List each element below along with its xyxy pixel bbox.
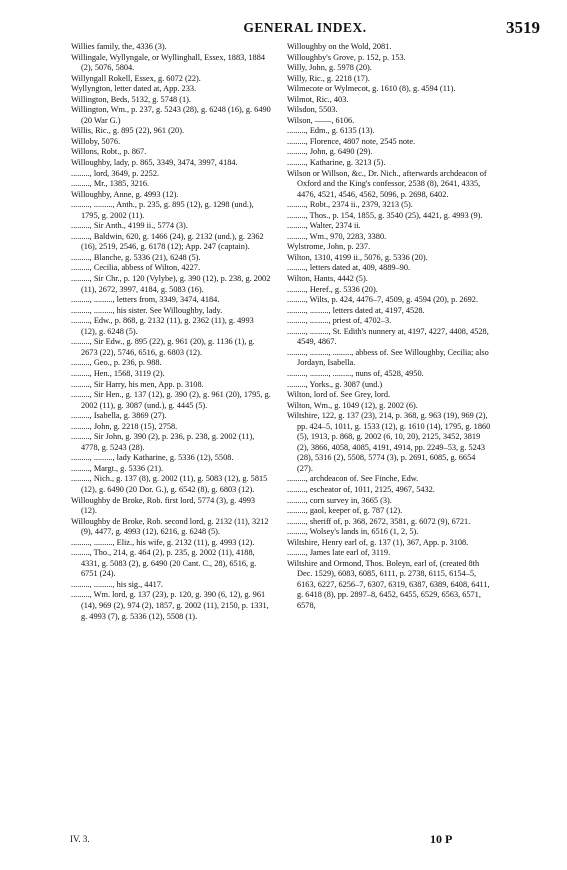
index-entry: ........., Baldwin, 620, g. 1466 (24), g. 2132 (und.), g. 2362 (16), 2519, 2546, g. 6178 (12); App. 247 (captain).: [71, 231, 264, 252]
index-entry: Willy, John, g. 5978 (20).: [287, 63, 372, 73]
index-entry: ........., archdeacon of. See Finche, Edw.: [287, 474, 419, 484]
index-entry: Wilsdon, 5503.: [287, 105, 338, 115]
index-entry: Wilton, lord of. See Grey, lord.: [287, 390, 391, 400]
index-column-left: [71, 42, 271, 622]
index-entry: ........., Heref., g. 5336 (20).: [287, 284, 378, 294]
index-entry: Wilson or Willson, &c., Dr. Nich., afterwards archdeacon of Oxford and the King's confessor, 2538 (8), 2641, 4335, 4476, 4521, 4546, 4562, 5096, p. 2698, 6402.: [287, 168, 487, 199]
index-entry: ........., John, g. 6490 (29).: [287, 147, 373, 157]
index-entry: Wiltshire, 122, g. 137 (23), 214, p. 368, g. 963 (19), 969 (2), pp. 424–5, 1011, g. 1533 (12), g. 1610 (14), 1795, g. 1860 (5), 1913, p. 868, g. 2002 (6, 10, 20), 2125, 3452, 3819 (2), 3866, 4058, 4085, 4191, 4914, pp. 2249–53, g. 5243 (28), 5316 (2), 5508, 5774 (3), p. 2691, 6085, g. 6654 (27).: [287, 411, 491, 473]
index-entry: Willingale, Wyllyngale, or Wyllinghall, Essex, 1883, 1884 (2), 5076, 5804.: [71, 52, 265, 73]
index-entry: Willington, Beds, 5132, g. 5748 (1).: [71, 94, 191, 104]
index-entry: Wilton, 1310, 4199 ii., 5076, g. 5336 (20).: [287, 252, 428, 262]
index-entry: Wilton, Hants, 4442 (5).: [287, 274, 368, 284]
index-entry: Willyngall Rokell, Essex, g. 6072 (22).: [71, 73, 201, 83]
index-entry: Willons, Robt., p. 867.: [71, 147, 147, 157]
index-entry: Wilmecote or Wylmecot, g. 1610 (8), g. 4594 (11).: [287, 84, 456, 94]
index-entry: ........., ........., ........., nuns of, 4528, 4950.: [287, 368, 424, 378]
index-column-right: [287, 42, 493, 612]
running-title: GENERAL INDEX.: [243, 20, 367, 35]
index-entry: ........., Yorks., g. 3087 (und.): [287, 379, 383, 389]
index-entry: ........., lord, 3649, p. 2252.: [71, 168, 160, 178]
index-entry: Wilmot, Ric., 403.: [287, 94, 349, 104]
index-entry: ........., ........., ........., abbess of. See Willoughby, Cecilia; also Jordayn, Isabella.: [287, 347, 489, 368]
index-entry: ........., Mr., 1385, 3216.: [71, 179, 150, 189]
index-entry: ........., Margt., g. 5336 (21).: [71, 463, 164, 473]
index-entry: ........., Tho., 214, g. 464 (2), p. 235, g. 2002 (11), 4188, 4331, g. 5083 (2), g. 6490 (20 Cant. C., 28), 6516, g. 6751 (24).: [71, 548, 257, 579]
index-entry: ........., ........., St. Edith's nunnery at, 4197, 4227, 4408, 4528, 4549, 4867.: [287, 326, 489, 347]
index-entry: ........., Edw., p. 868, g. 2132 (11), g. 2362 (11), g. 4993 (12), g. 6248 (5).: [71, 316, 254, 336]
index-entry: ........., Florence, 4807 note, 2545 note.: [287, 136, 416, 146]
index-entry: ........., letters dated at, 409, 4889–90.: [287, 263, 411, 273]
index-entry: Wiltshire and Ormond, Thos. Boleyn, earl of, (created 8th Dec. 1529), 6083, 6085, 6111, p. 2738, 6115, 6154–5, 6163, 6227, 6256–7, 6307, 6319, 6387, 6389, 6408, 6411, g. 6418 (8), pp. 2897–8, 6452, 6455, 6529, 6563, 6571, 6578,: [287, 558, 490, 610]
index-entry: ........., Blanche, g. 5336 (21), 6248 (5).: [71, 252, 201, 262]
index-entry: ........., sheriff of, p. 368, 2672, 3581, g. 6072 (9), 6721.: [287, 516, 471, 526]
index-entry: Willies family, the, 4336 (3).: [71, 42, 167, 51]
index-entry: ........., Robt., 2374 ii., 2379, 3213 (5).: [287, 200, 413, 210]
signature-mark: IV. 3.: [70, 834, 90, 844]
index-entry: ........., Sir Chr., p. 120 (Vylybe), g. 390 (12), p. 238, g. 2002 (11), 2672, 3997, 4184, g. 5083 (16).: [71, 274, 271, 294]
index-entry: ........., ........., his sister. See Willoughby, lady.: [71, 305, 223, 315]
index-entry: ........., Hen., 1568, 3119 (2).: [71, 368, 165, 378]
index-entry: ........., Cecilia, abbess of Wilton, 4227.: [71, 263, 201, 273]
index-entry: Willoughby on the Wold, 2081.: [287, 42, 392, 51]
index-entry: ........., Sir John, g. 390 (2), p. 236, p. 238, g. 2002 (11), 4778, g. 5243 (28).: [71, 432, 255, 452]
index-entry: ........., Thos., p. 154, 1855, g. 3540 (25), 4421, g. 4993 (9).: [287, 210, 483, 220]
index-entry: Willoughby's Grove, p. 152, p. 153.: [287, 52, 406, 62]
index-entry: Willoughby, lady, p. 865, 3349, 3474, 3997, 4184.: [71, 158, 238, 168]
index-entry: Willoby, 5076.: [71, 136, 121, 146]
index-entry: ........., Wm., 970, 2283, 3380.: [287, 231, 387, 241]
index-entry: Willoughby, Anne, g. 4993 (12).: [71, 189, 179, 199]
index-entry: ........., Wolsey's lands in, 6516 (1, 2, 5).: [287, 527, 419, 537]
index-entry: Willis, Ric., g. 895 (22), 961 (20).: [71, 126, 185, 136]
index-entry: ........., John, g. 2218 (15), 2758.: [71, 421, 178, 431]
index-entry: ........., Walter, 2374 ii.: [287, 221, 361, 231]
page-number: 3519: [506, 18, 540, 37]
index-entry: ........., ........., Anth., p. 235, g. 895 (12), g. 1298 (und.), 1795, g. 2002 (11).: [71, 200, 254, 220]
index-entry: ........., ........., his sig., 4417.: [71, 579, 163, 589]
index-entry: Wyllyngton, letter dated at, App. 233.: [71, 84, 197, 94]
index-entry: ........., ........., letters dated at, 4197, 4528.: [287, 305, 425, 315]
index-entry: Willy, Ric., g. 2218 (17).: [287, 73, 370, 83]
index-entry: Willington, Wm., p. 237, g. 5243 (28), g. 6248 (16), g. 6490 (20 War G.): [71, 105, 271, 125]
index-entry: ........., Isabella, g. 3869 (27).: [71, 411, 167, 421]
index-entry: ........., ........., letters from, 3349, 3474, 4184.: [71, 295, 220, 305]
index-entry: ........., Wilts, p. 424, 4476–7, 4509, g. 4594 (20), p. 2692.: [287, 295, 479, 305]
index-entry: Willoughby de Broke, Rob. first lord, 5774 (3), g. 4993 (12).: [71, 495, 256, 516]
index-entry: ........., ........., Eliz., his wife, g. 2132 (11), g. 4993 (12).: [71, 537, 255, 547]
index-entry: ........., Sir Harry, his men, App. p. 3108.: [71, 379, 204, 389]
index-entry: ........., Nich., g. 137 (8), g. 2002 (11), g. 5083 (12), g. 5815 (12), g. 6490 (20 Dor. G.), g. 6542 (8), g. 6803 (12).: [71, 474, 268, 494]
index-entry: ........., Wm. lord, g. 137 (23), p. 120, g. 390 (6, 12), g. 961 (14), 969 (2), 974 (2), 1857, g. 2002 (11), 2150, p. 1331, g. 4993 (7), g. 5336 (12), 5508 (1).: [71, 590, 269, 621]
page-header: [70, 18, 540, 40]
index-entry: ........., James late earl of, 3119.: [287, 548, 391, 558]
index-entry: ........., gaol, keeper of, g. 787 (12).: [287, 506, 403, 516]
index-entry: Wiltshire, Henry earl of, g. 137 (1), 367, App. p. 3108.: [287, 537, 469, 547]
index-entry: ........., Edm., g. 6135 (13).: [287, 126, 375, 136]
index-entry: Wilson, ——, 6106.: [287, 115, 355, 125]
index-entry: ........., escheator of, 1011, 2125, 4967, 5432.: [287, 484, 435, 494]
index-entry: ........., Katharine, g. 3213 (5).: [287, 158, 386, 168]
index-entry: Wilton, Wm., g. 1049 (12), g. 2002 (6).: [287, 400, 418, 410]
index-entry: ........., Sir Edw., g. 895 (22), g. 961 (20), g. 1136 (1), g. 2673 (22), 5746, 6516, g. 6803 (12).: [71, 337, 255, 357]
index-entry: ........., Sir Hen., g. 137 (12), g. 390 (2), g. 961 (20), 1795, g. 2002 (11), g. 3087 (und.), g. 4445 (5).: [71, 390, 271, 410]
sheet-mark: 10 P: [430, 832, 453, 846]
index-entry: Willoughby de Broke, Rob. second lord, g. 2132 (11), 3212 (9), 4477, g. 4993 (12), 6216, g. 6248 (5).: [71, 516, 269, 537]
index-entry: ........., ........., priest of, 4702–3.: [287, 316, 392, 326]
index-entry: ........., ........., lady Katharine, g. 5336 (12), 5508.: [71, 453, 234, 463]
index-entry: ........., Sir Anth., 4199 ii., 5774 (3).: [71, 221, 188, 231]
index-entry: ........., corn survey in, 3665 (3).: [287, 495, 392, 505]
index-entry: Wylstrome, John, p. 237.: [287, 242, 371, 252]
index-entry: ........., Geo., p. 236, p. 988.: [71, 358, 162, 368]
